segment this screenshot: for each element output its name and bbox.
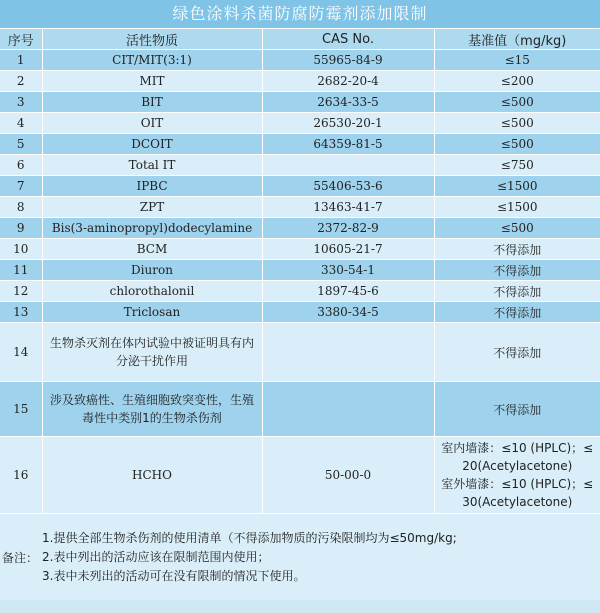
row-no: 5 <box>0 134 42 155</box>
row-agent: HCHO <box>42 437 262 514</box>
table-row <box>0 176 600 197</box>
row-cas: 1897-45-6 <box>262 281 434 302</box>
table-row <box>0 113 600 134</box>
row-no: 16 <box>0 437 42 514</box>
row-no: 14 <box>0 323 42 382</box>
row-agent: Triclosan <box>42 302 262 323</box>
row-limit: ≤1500 <box>434 176 600 197</box>
indoor-limit-line: 室内墙漆：≤10 (HPLC)；≤ <box>441 441 594 455</box>
row-no: 4 <box>0 113 42 134</box>
table-row <box>0 134 600 155</box>
row-agent: BIT <box>42 92 262 113</box>
row-no: 12 <box>0 281 42 302</box>
row-agent: 生物杀灭剂在体内试验中被证明具有内分泌干扰作用 <box>42 323 262 382</box>
header-agent: 活性物质 <box>42 29 262 50</box>
table-row <box>0 302 600 323</box>
row-limit: ≤750 <box>434 155 600 176</box>
row-limit: ≤200 <box>434 71 600 92</box>
row-agent: Bis(3-aminopropyl)dodecylamine <box>42 218 262 239</box>
row-cas: 10605-21-7 <box>262 239 434 260</box>
row-agent: MIT <box>42 71 262 92</box>
row-limit <box>434 437 600 514</box>
row-cas <box>262 382 434 437</box>
row-agent: DCOIT <box>42 134 262 155</box>
row-cas: 2372-82-9 <box>262 218 434 239</box>
indoor-limit-method: 20(Acetylacetone) <box>462 459 573 473</box>
row-limit: 不得添加 <box>434 239 600 260</box>
table-row <box>0 50 600 71</box>
table-row <box>0 92 600 113</box>
row-cas: 50-00-0 <box>262 437 434 514</box>
row-limit: 不得添加 <box>434 260 600 281</box>
row-cas: 55965-84-9 <box>262 50 434 71</box>
row-limit: ≤500 <box>434 218 600 239</box>
header-row <box>0 29 600 50</box>
row-cas <box>262 155 434 176</box>
row-no: 1 <box>0 50 42 71</box>
row-limit: 不得添加 <box>434 302 600 323</box>
row-limit: 不得添加 <box>434 323 600 382</box>
outdoor-limit-line: 室外墙漆：≤10 (HPLC)；≤ <box>441 477 594 491</box>
notes-list <box>40 529 457 586</box>
row-no: 15 <box>0 382 42 437</box>
row-limit: ≤500 <box>434 134 600 155</box>
row-cas: 26530-20-1 <box>262 113 434 134</box>
row-no: 6 <box>0 155 42 176</box>
header-cas: CAS No. <box>262 29 434 50</box>
row-no: 7 <box>0 176 42 197</box>
row-limit: 不得添加 <box>434 382 600 437</box>
note-item: 3.表中未列出的活动可在没有限制的情况下使用。 <box>42 568 306 583</box>
table-row <box>0 71 600 92</box>
row-limit: ≤15 <box>434 50 600 71</box>
row-cas: 330-54-1 <box>262 260 434 281</box>
row-limit: ≤500 <box>434 113 600 134</box>
row-no: 2 <box>0 71 42 92</box>
table-row <box>0 323 600 382</box>
row-agent: Total IT <box>42 155 262 176</box>
row-cas: 13463-41-7 <box>262 197 434 218</box>
row-cas <box>262 323 434 382</box>
row-agent: 涉及致癌性、生殖细胞致突变性，生殖毒性中类别1的生物杀伤剂 <box>42 382 262 437</box>
row-no: 13 <box>0 302 42 323</box>
row-limit: 不得添加 <box>434 281 600 302</box>
row-no: 3 <box>0 92 42 113</box>
row-agent: Diuron <box>42 260 262 281</box>
header-limit: 基准值（mg/kg) <box>434 29 600 50</box>
notes-section <box>0 513 600 600</box>
outdoor-limit-method: 30(Acetylacetone) <box>462 495 573 509</box>
notes-label: 备注： <box>1 550 38 565</box>
table-row <box>0 260 600 281</box>
note-item: 2.表中列出的活动应该在限制范围内使用； <box>42 549 270 564</box>
row-cas: 64359-81-5 <box>262 134 434 155</box>
row-cas: 3380-34-5 <box>262 302 434 323</box>
row-agent: OIT <box>42 113 262 134</box>
header-no: 序号 <box>0 29 42 50</box>
row-limit: ≤500 <box>434 92 600 113</box>
biocide-limit-table <box>0 28 600 513</box>
table-row <box>0 197 600 218</box>
row-no: 8 <box>0 197 42 218</box>
row-agent: CIT/MIT(3:1) <box>42 50 262 71</box>
row-agent: chlorothalonil <box>42 281 262 302</box>
row-cas: 55406-53-6 <box>262 176 434 197</box>
row-agent: BCM <box>42 239 262 260</box>
note-item: 1.提供全部生物杀伤剂的使用清单（不得添加物质的污染限制均为≤50mg/kg; <box>42 530 457 545</box>
table-row <box>0 239 600 260</box>
row-cas: 2634-33-5 <box>262 92 434 113</box>
row-agent: ZPT <box>42 197 262 218</box>
table-row <box>0 437 600 514</box>
row-limit: ≤1500 <box>434 197 600 218</box>
row-no: 11 <box>0 260 42 281</box>
table-row <box>0 382 600 437</box>
table-row <box>0 155 600 176</box>
table-title: 绿色涂料杀菌防腐防霉剂添加限制 <box>0 0 600 28</box>
row-no: 10 <box>0 239 42 260</box>
table-row <box>0 281 600 302</box>
row-agent: IPBC <box>42 176 262 197</box>
row-cas: 2682-20-4 <box>262 71 434 92</box>
table-row <box>0 218 600 239</box>
row-no: 9 <box>0 218 42 239</box>
